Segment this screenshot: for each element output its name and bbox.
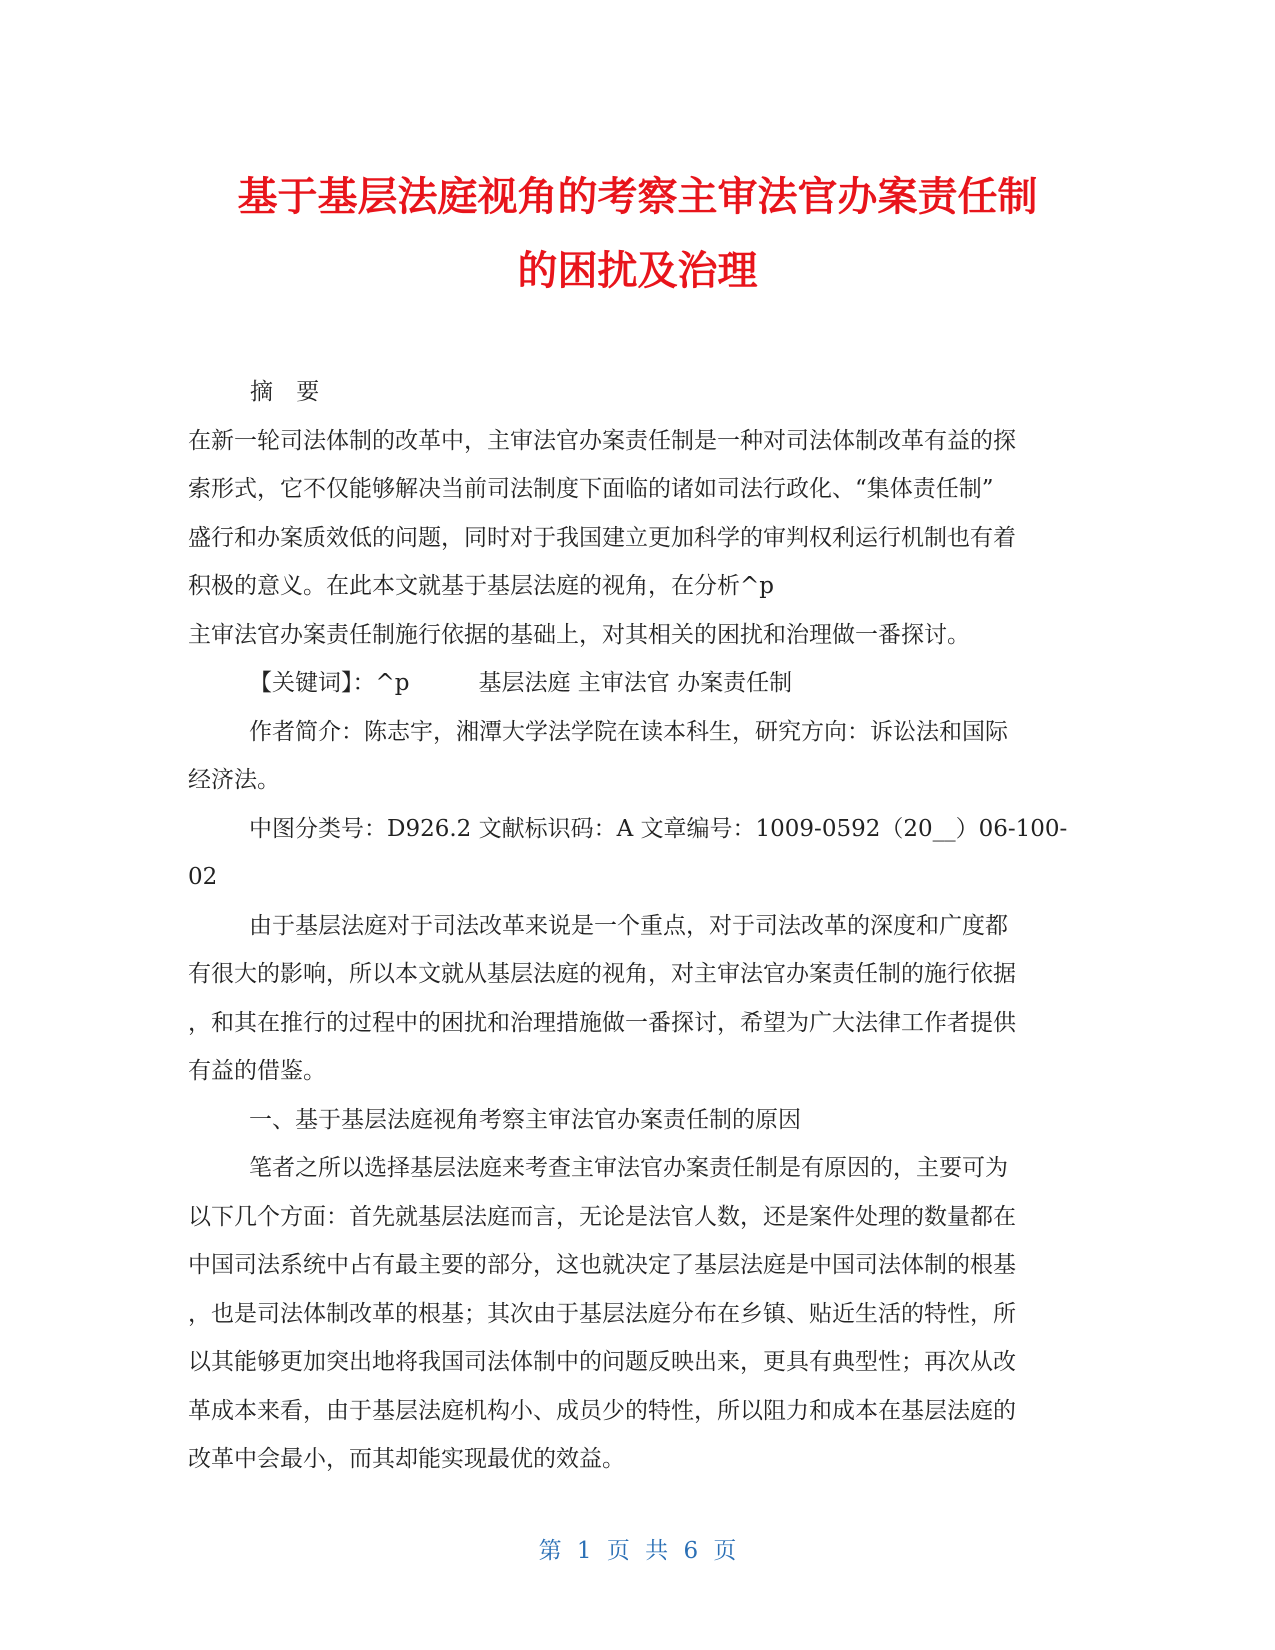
author-line: 经济法。 <box>188 767 280 793</box>
footer-page-number: 1 <box>576 1538 592 1564</box>
section-heading: 一、基于基层法庭视角考察主审法官办案责任制的原因 <box>249 1106 801 1133</box>
abstract-line: 索形式，它不仅能够解决当前司法制度下面临的诸如司法行政化、“集体责任制” <box>188 476 994 502</box>
classification-line: 02 <box>188 864 218 890</box>
intro-line: 有益的借鉴。 <box>188 1058 326 1084</box>
footer-total-label: 共 <box>645 1538 669 1564</box>
footer-page-label: 第 <box>538 1538 562 1564</box>
abstract-line: 在新一轮司法体制的改革中，主审法官办案责任制是一种对司法体制改革有益的探 <box>188 427 1016 454</box>
section-line: 革成本来看，由于基层法庭机构小、成员少的特性，所以阻力和成本在基层法庭的 <box>188 1397 1016 1424</box>
keywords-line: 【关键词】：^p 基层法庭 主审法官 办案责任制 <box>249 670 793 696</box>
section-line: 改革中会最小，而其却能实现最优的效益。 <box>188 1446 625 1472</box>
footer-total-unit: 页 <box>713 1538 737 1564</box>
abstract-heading: 摘 要 <box>250 379 328 405</box>
document-body <box>188 368 1088 1484</box>
page-footer <box>0 1532 1275 1565</box>
author-paragraph <box>188 708 1088 805</box>
classification-paragraph <box>188 805 1088 902</box>
intro-line: 有很大的影响，所以本文就从基层法庭的视角，对主审法官办案责任制的施行依据 <box>188 961 1016 987</box>
abstract-line: 主审法官办案责任制施行依据的基础上，对其相关的困扰和治理做一番探讨。 <box>188 621 970 648</box>
footer-total-pages: 6 <box>683 1538 699 1564</box>
section-line: 以其能够更加突出地将我国司法体制中的问题反映出来，更具有典型性；再次从改 <box>188 1349 1016 1375</box>
section-line: ，也是司法体制改革的根基；其次由于基层法庭分布在乡镇、贴近生活的特性，所 <box>188 1300 1016 1327</box>
abstract-paragraph <box>188 417 1088 660</box>
section-paragraph <box>188 1144 1088 1484</box>
section-line: 中国司法系统中占有最主要的部分，这也就决定了基层法庭是中国司法体制的根基 <box>188 1252 1016 1278</box>
section-line: 以下几个方面：首先就基层法庭而言，无论是法官人数，还是案件处理的数量都在 <box>188 1203 1016 1230</box>
intro-line: 由于基层法庭对于司法改革来说是一个重点，对于司法改革的深度和广度都 <box>249 912 1008 939</box>
title-line-2: 的困扰及治理 <box>517 248 758 294</box>
document-title <box>150 160 1125 308</box>
intro-paragraph <box>188 902 1088 1096</box>
classification-line: 中图分类号：D926.2 文献标识码：A 文章编号：1009-0592（20__）06-100- <box>249 815 1068 842</box>
author-line: 作者简介：陈志宇，湘潭大学法学院在读本科生，研究方向：诉讼法和国际 <box>249 718 1008 745</box>
section-line: 笔者之所以选择基层法庭来考查主审法官办案责任制是有原因的，主要可为 <box>249 1155 1008 1181</box>
title-line-1: 基于基层法庭视角的考察主审法官办案责任制 <box>237 174 1038 220</box>
abstract-line: 盛行和办案质效低的问题，同时对于我国建立更加科学的审判权利运行机制也有着 <box>188 524 1016 551</box>
footer-page-unit: 页 <box>606 1538 630 1564</box>
intro-line: ，和其在推行的过程中的困扰和治理措施做一番探讨，希望为广大法律工作者提供 <box>188 1009 1016 1036</box>
abstract-line: 积极的意义。在此本文就基于基层法庭的视角，在分析^p <box>188 573 774 599</box>
